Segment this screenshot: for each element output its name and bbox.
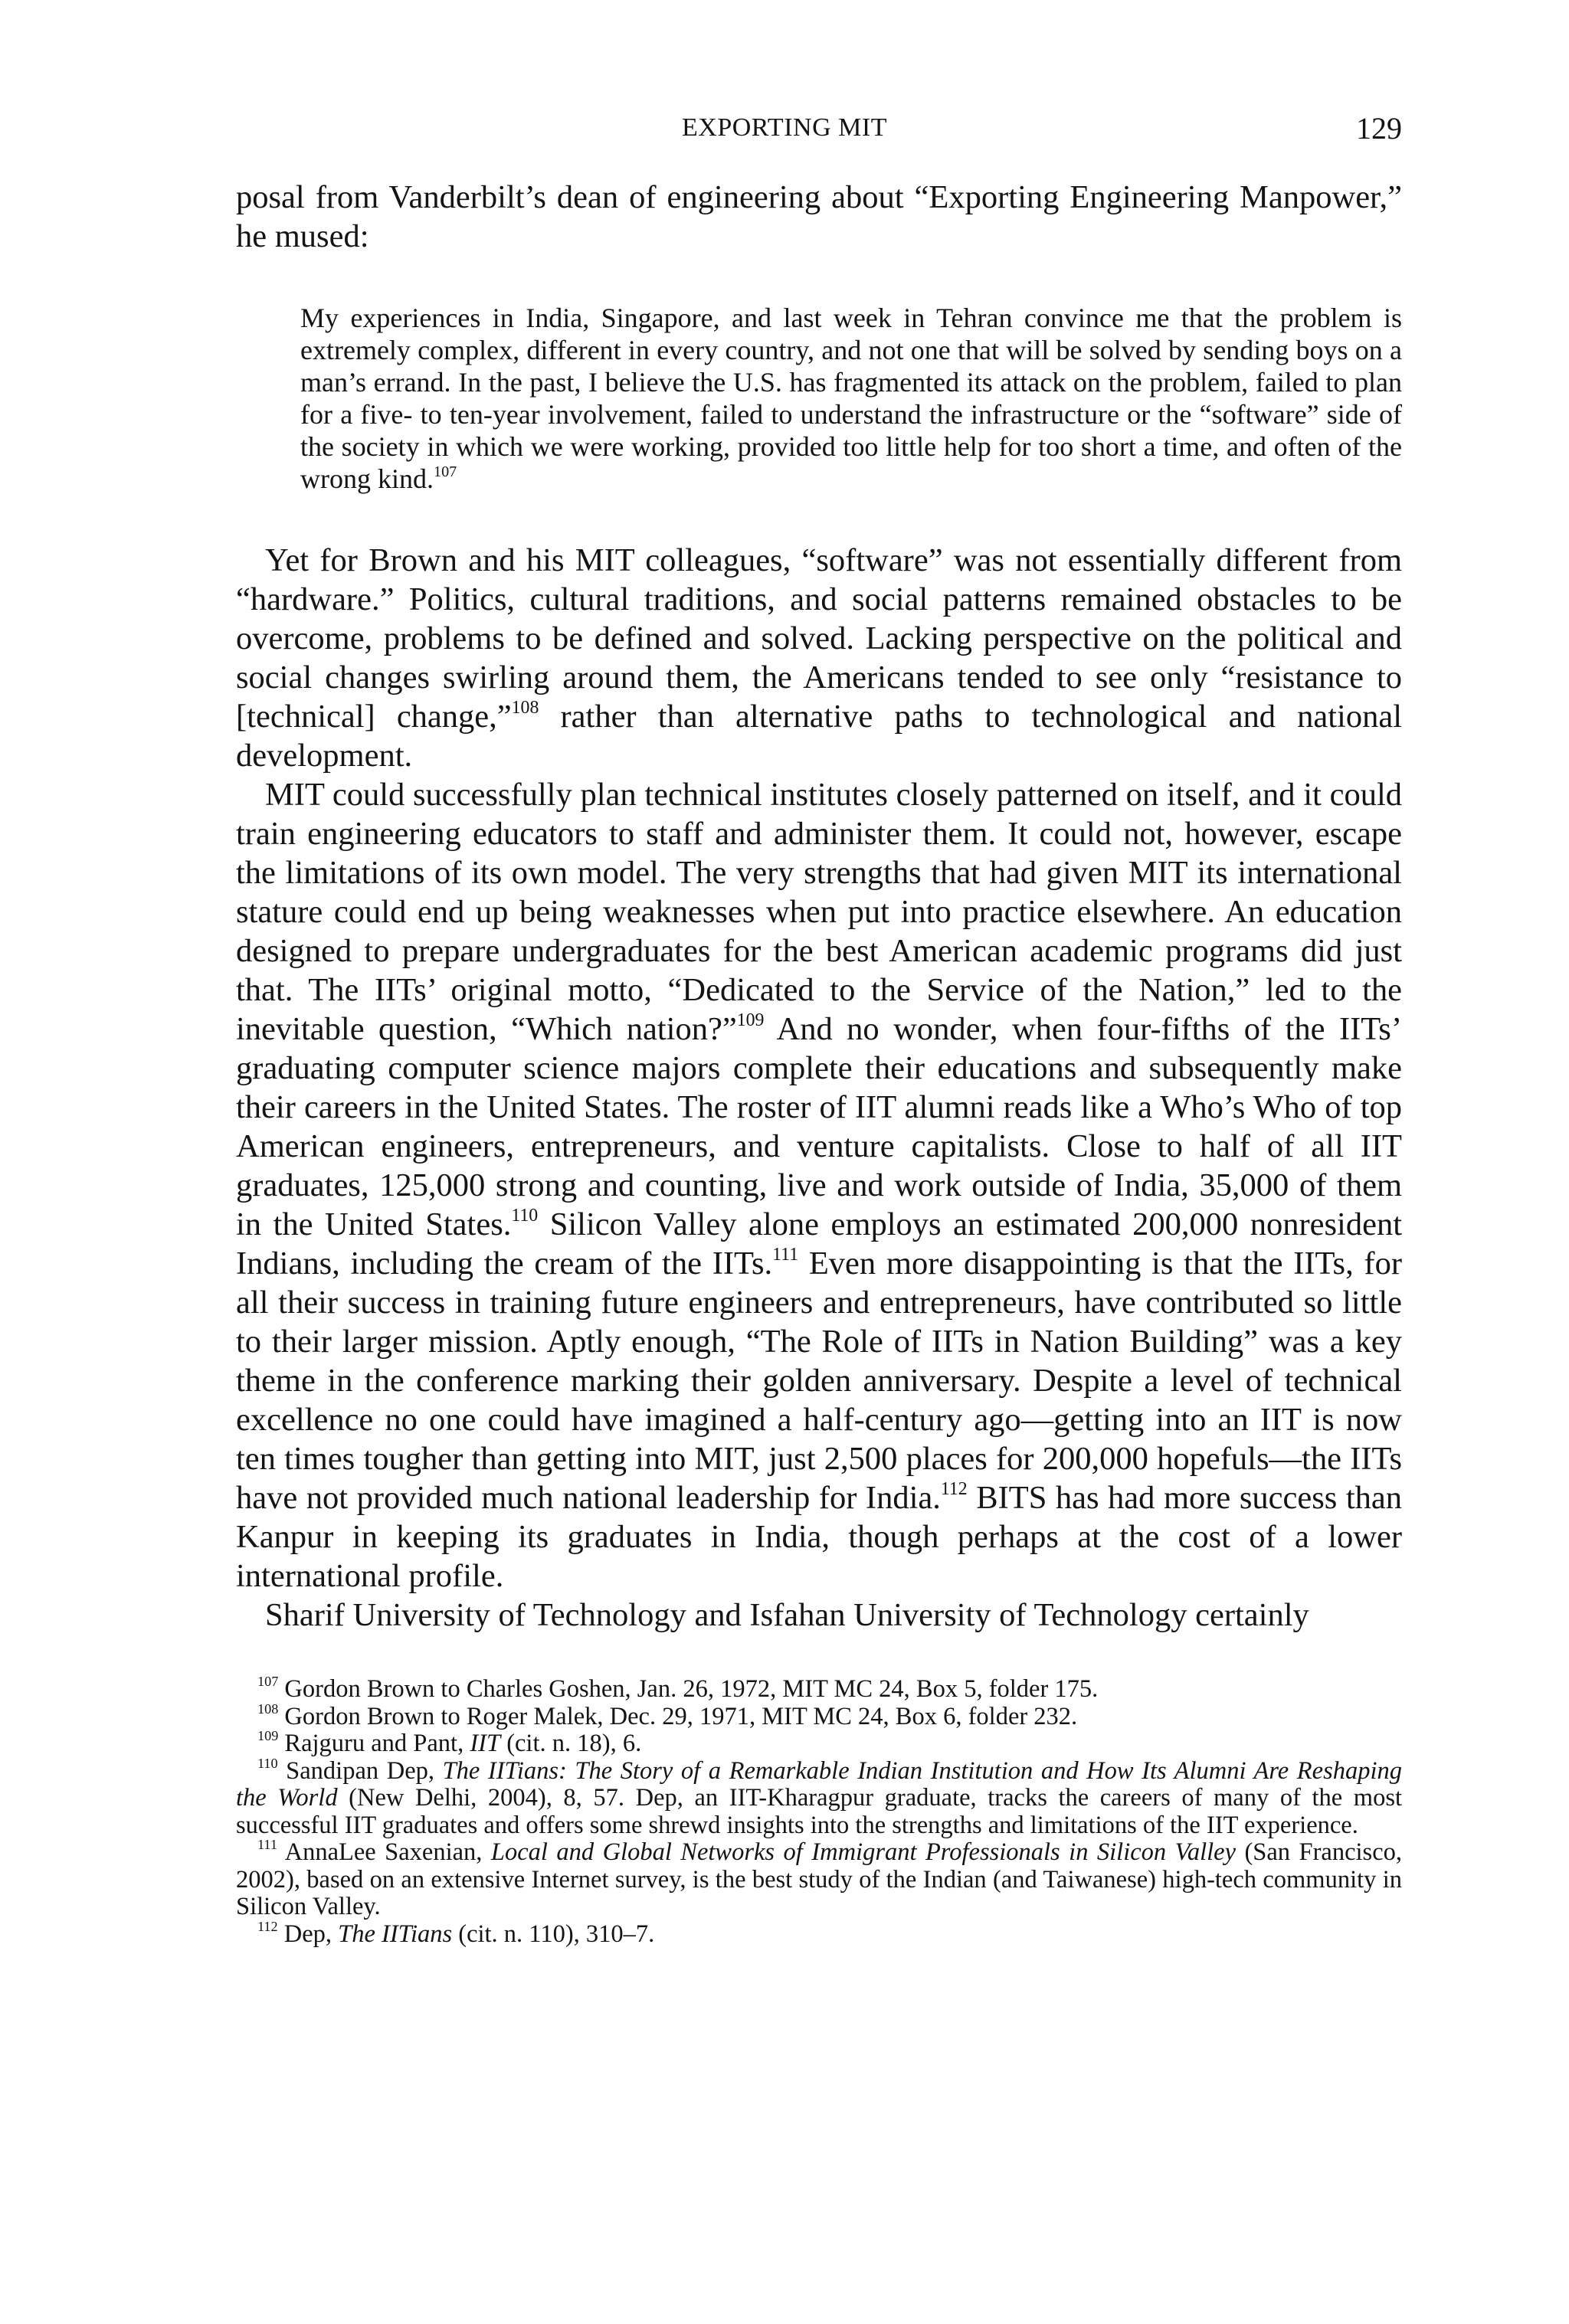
- paragraph-3-text-3: Silicon Valley alone employs an estimated 200,000 nonresident Indians, including the cream of the IITs.: [236, 1206, 1402, 1281]
- footnote-number: 110: [257, 1755, 278, 1771]
- footnote-112: [236, 1918, 1402, 1949]
- footnote-title: IIT: [470, 1730, 501, 1757]
- footnote-109: [236, 1730, 1402, 1758]
- footnote-text: (cit. n. 18), 6.: [500, 1730, 642, 1757]
- footnote-text: Dep,: [277, 1920, 339, 1948]
- opening-paragraph: posal from Vanderbilt’s dean of engineering about “Exporting Engineering Manpower,” he mused:: [236, 179, 1402, 254]
- footnote-ref-110: 110: [511, 1206, 539, 1226]
- body-text: [236, 178, 1402, 1635]
- paragraph-mit-model: [236, 775, 1402, 1596]
- footnote-title: The IITians: [338, 1920, 453, 1948]
- footnote-text: Gordon Brown to Roger Malek, Dec. 29, 1971, MIT MC 24, Box 6, folder 232.: [278, 1702, 1078, 1730]
- footnote-ref-112: 112: [940, 1479, 968, 1500]
- paragraph-3-text-5: BITS has had more success than Kanpur in keeping its graduates in India, though perhaps at the cost of a lower international profile.: [236, 1480, 1402, 1594]
- footnote-ref-107: 107: [434, 463, 457, 480]
- footnote-text: Gordon Brown to Charles Goshen, Jan. 26, 1972, MIT MC 24, Box 5, folder 175.: [278, 1675, 1099, 1703]
- paragraph-3-text-1: MIT could successfully plan technical institutes closely patterned on itself, and it could train engineering educators to staff and administer them. It could not, however, escape the limitations of its own model. The very strengths that had given MIT its international stature could end up being weaknesses when put into practice elsewhere. An education designed to prepare undergraduates for the best American academic programs did just that. The IITs’ original motto, “Dedicated to the Service of the Nation,” led to the inevitable question, “Which nation?”: [236, 777, 1402, 1047]
- block-quote: [300, 302, 1402, 495]
- footnotes: [236, 1676, 1402, 1948]
- paragraph-software-hardware: [236, 541, 1402, 775]
- paragraph-3-text-4: Even more disappointing is that the IITs, for all their success in training future engineers and entrepreneurs, have contributed so little to their larger mission. Aptly enough, “The Role of IITs in Nation Building” was a key theme in the conference marking their golden anniversary. Despite a level of technical excellence no one could have imagined a half-century ago—getting into an IIT is now ten times tougher than getting into MIT, just 2,500 places for 200,000 hopefuls—the IITs have not provided much national leadership for India.: [236, 1245, 1402, 1516]
- footnote-text: (New Delhi, 2004), 8, 57. Dep, an IIT-Kharagpur graduate, tracks the careers of many of the most successful IIT graduates and offers some shrewd insights into the strengths and limitations of the IIT experience.: [236, 1784, 1402, 1839]
- paragraph-3-text-2: And no wonder, when four-fifths of the IITs’ graduating computer science majors complete their educations and subsequently make their careers in the United States. The roster of IIT alumni reads like a Who’s Who of top American engineers, entrepreneurs, and venture capitalists. Close to half of all IIT graduates, 125,000 strong and counting, live and work outside of India, 35,000 of them in the United States.: [236, 1011, 1402, 1242]
- footnote-111: [236, 1839, 1402, 1921]
- footnote-ref-111: 111: [772, 1245, 799, 1265]
- footnote-title: Local and Global Networks of Immigrant Professionals in Silicon Valley: [490, 1838, 1237, 1866]
- footnote-108: [236, 1700, 1402, 1731]
- paragraph-sharif-isfahan: Sharif University of Technology and Isfahan University of Technology certainly: [265, 1597, 1309, 1633]
- footnote-110: [236, 1755, 1402, 1840]
- footnote-ref-109: 109: [736, 1010, 765, 1031]
- footnote-text: Rajguru and Pant,: [278, 1730, 470, 1757]
- page-number: 129: [1356, 111, 1402, 146]
- paragraph-2-text-1: Yet for Brown and his MIT colleagues, “software” was not essentially different from “hardware.” Politics, cultural traditions, and social patterns remained obstacles to be overcome, problems to be defined and solved. Lacking perspective on the political and social changes swirling around them, the Americans tended to see only “resistance to [technical] change,”: [236, 542, 1402, 735]
- footnote-text: AnnaLee Saxenian,: [277, 1838, 491, 1866]
- footnote-text: Sandipan Dep,: [277, 1756, 443, 1785]
- footnote-ref-108: 108: [511, 698, 539, 718]
- footnote-number: 108: [257, 1700, 279, 1717]
- running-head: EXPORTING MIT: [682, 113, 887, 142]
- footnote-text: (cit. n. 110), 310–7.: [452, 1920, 655, 1948]
- footnote-text: (San Francisco, 2002), based on an extensive Internet survey, is the best study of the Indian (and Taiwanese) high-tech community in Silicon Valley.: [236, 1838, 1402, 1920]
- footnote-107: [236, 1676, 1402, 1704]
- footnote-number: 109: [257, 1728, 279, 1744]
- footnote-number: 107: [257, 1674, 279, 1690]
- footnote-number: 111: [257, 1837, 277, 1853]
- block-quote-text: My experiences in India, Singapore, and last week in Tehran convince me that the problem is extremely complex, different in every country, and not one that will be solved by sending boys on a man’s errand. In the past, I believe the U.S. has fragmented its attack on the problem, failed to plan for a five- to ten-year involvement, failed to understand the infrastructure or the “software” side of the society in which we were working, provided too little help for too short a time, and often of the wrong kind.: [300, 303, 1402, 494]
- footnote-number: 112: [257, 1918, 278, 1934]
- footnote-title: The IITians: The Story of a Remarkable Indian Institution and How Its Alumni Are Reshaping the World: [236, 1756, 1402, 1812]
- paragraph-2-text-2: rather than alternative paths to technological and national development.: [236, 699, 1402, 774]
